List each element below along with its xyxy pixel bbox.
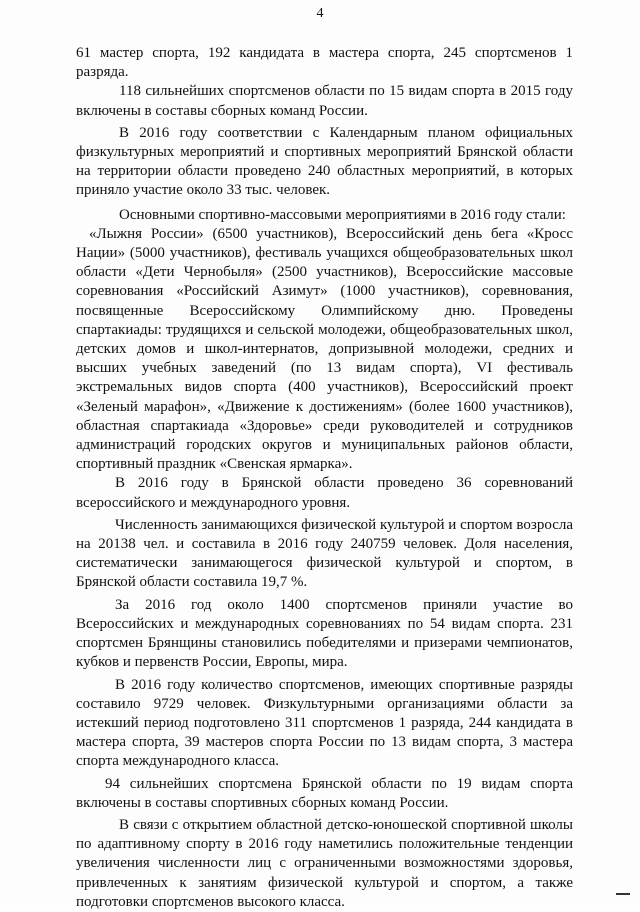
- paragraph-main-events-list: «Лыжня России» (6500 участников), Всероссийский день бега «Кросс Нации» (5000 участников), фестиваль учащихся общеобразовательных школ области «Дети Чернобыля» (2500 участников), Всероссийские массовые соревнования «Российский Азимут» (1000 участников), соревнования, посвященные Всероссийскому Олимпийскому дню. Проведены спартакиады: трудящихся и сельской молодежи, общеобразовательных школ, детских домов и школ-интернатов, допризывной молодежи, средних и высших учебных заведений (по 13 видам спорта), VI фестиваль экстремальных видов спорта (400 участников), Всероссийский проект «Зеленый марафон», «Движение к достижениям» (более 1600 участников), областная спартакиада «Здоровье» среди руководителей и сотрудников администраций городских округов и муниципальных районов области, спортивный праздник «Свенская ярмарка».: [76, 225, 573, 473]
- document-body: [76, 44, 573, 912]
- paragraph-national-teams-2015: 118 сильнейших спортсменов области по 15 видам спорта в 2015 году включены в составы сборных команд России.: [76, 83, 573, 119]
- paragraph-masters-count: 61 мастер спорта, 192 кандидата в мастера спорта, 245 спортсменов 1 разряда.: [76, 45, 573, 81]
- paragraph-calendar-plan: В 2016 году соответствии с Календарным планом официальных физкультурных мероприятий и спортивных мероприятий Брянской области на территории области проведено 240 областных мероприятий, в которых приняло участие около 33 тыс. человек.: [76, 124, 573, 199]
- paragraph-sport-ranks: В 2016 году количество спортсменов, имеющих спортивные разряды составило 9729 человек. Физкультурными организациями области за истекший период подготовлено 311 спортсменов 1 разряда, 244 кандидата в мастера спорта, 39 мастеров спорта России по 13 видам спорта, 3 мастера спорта международного класса.: [76, 676, 573, 770]
- paragraph-participants-growth: Численность занимающихся физической культурой и спортом возросла на 20138 чел. и составила в 2016 году 240759 человек. Доля населения, систематически занимающегося физической культурой и спортом, в Брянской области составила 19,7 %.: [76, 516, 573, 591]
- paragraph-main-events-intro: Основными спортивно-массовыми мероприятиями в 2016 году стали:: [119, 206, 566, 223]
- paragraph-national-teams-2016: 94 сильнейших спортсмена Брянской области по 19 видам спорта включены в составы спортивных сборных команд России.: [76, 775, 573, 811]
- page-number: 4: [316, 6, 324, 21]
- paragraph-international-results: За 2016 год около 1400 спортсменов приняли участие во Всероссийских и международных соревнованиях по 54 видам спорта. 231 спортсмен Брянщины становились победителями и призерами чемпионатов, кубков и первенств России, Европы, мира.: [76, 596, 573, 671]
- paragraph-adaptive-sport: В связи с открытием областной детско-юношеской спортивной школы по адаптивному спорту в 2016 году наметились положительные тенденции увеличения численности лиц с ограниченными возможностями здоровья, привлеченных к занятиям физической культурой и спортом, а также подготовки спортсменов высокого класса.: [76, 816, 573, 910]
- scan-edge-mark: [616, 893, 630, 895]
- paragraph-competitions-count: В 2016 году в Брянской области проведено 36 соревнований всероссийского и международного уровня.: [76, 475, 573, 511]
